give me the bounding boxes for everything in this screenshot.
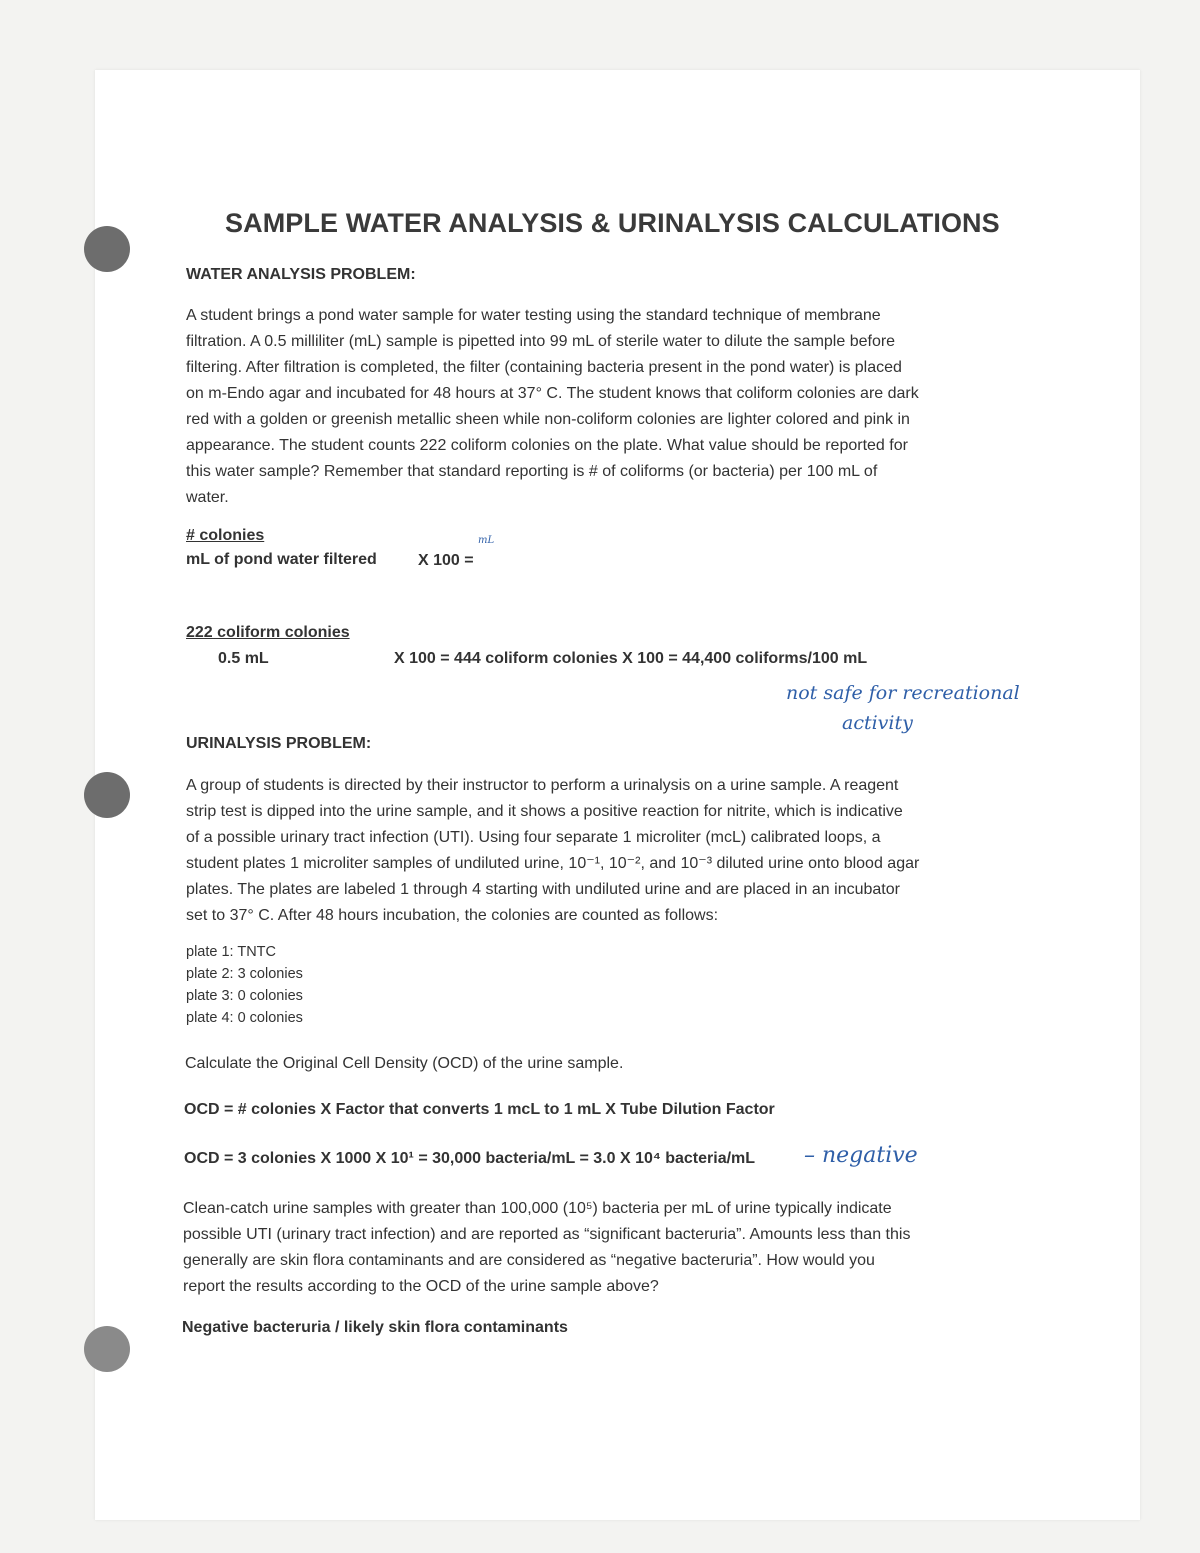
calc-numerator: 222 coliform colonies xyxy=(186,624,350,641)
water-paragraph xyxy=(186,303,1016,511)
water-line: filtering. After filtration is completed, the filter (containing bacteria present in the pond water) is placed xyxy=(186,359,902,376)
closing-line: Clean-catch urine samples with greater than 100,000 (10⁵) bacteria per mL of urine typically indicate xyxy=(183,1200,892,1217)
urine-line: plates. The plates are labeled 1 through 4 starting with undiluted urine and are placed in an incubator xyxy=(186,881,900,898)
water-line: red with a golden or greenish metallic sheen while non-coliform colonies are lighter colored and pink in xyxy=(186,411,910,428)
plate-count-item: plate 1: TNTC xyxy=(186,944,276,960)
plate-count-item: plate 2: 3 colonies xyxy=(186,966,303,982)
urine-line: student plates 1 microliter samples of undiluted urine, 10⁻¹, 10⁻², and 10⁻³ diluted urine onto blood agar xyxy=(186,855,920,872)
urine-line: A group of students is directed by their instructor to perform a urinalysis on a urine sample. A reagent xyxy=(186,777,899,794)
urine-heading: URINALYSIS PROBLEM: xyxy=(186,735,372,752)
plate-count-item: plate 4: 0 colonies xyxy=(186,1010,303,1026)
urine-line: strip test is dipped into the urine sample, and it shows a positive reaction for nitrite, which is indicative xyxy=(186,803,903,820)
closing-line: generally are skin flora contaminants and are considered as “negative bacteruria”. How would you xyxy=(183,1252,875,1269)
binder-hole-bottom xyxy=(84,1326,130,1372)
binder-hole-middle xyxy=(84,772,130,818)
handwritten-ml-note: mL xyxy=(478,535,495,546)
formula-numerator: # colonies xyxy=(186,527,265,544)
ocd-formula: OCD = # colonies X Factor that converts 1 mcL to 1 mL X Tube Dilution Factor xyxy=(184,1101,775,1118)
water-line: this water sample? Remember that standard reporting is # of coliforms (or bacteria) per 100 mL of xyxy=(186,463,878,480)
handwritten-negative-note: – negative xyxy=(804,1143,918,1168)
water-line: on m-Endo agar and incubated for 48 hours at 37° C. The student knows that coliform colonies are dark xyxy=(186,385,919,402)
closing-line: report the results according to the OCD of the urine sample above? xyxy=(183,1278,659,1295)
water-line: filtration. A 0.5 milliliter (mL) sample is pipetted into 99 mL of sterile water to dilute the sample before xyxy=(186,333,896,350)
document-title: SAMPLE WATER ANALYSIS & URINALYSIS CALCULATIONS xyxy=(225,208,1000,238)
water-line: A student brings a pond water sample for water testing using the standard technique of membrane xyxy=(186,307,881,324)
urine-line: of a possible urinary tract infection (UTI). Using four separate 1 microliter (mcL) calibrated loops, a xyxy=(186,829,881,846)
closing-line: possible UTI (urinary tract infection) and are reported as “significant bacteruria”. Amounts less than this xyxy=(183,1226,911,1243)
ocd-calculation: OCD = 3 colonies X 1000 X 10¹ = 30,000 bacteria/mL = 3.0 X 10⁴ bacteria/mL xyxy=(184,1150,756,1167)
formula-denominator: mL of pond water filtered xyxy=(186,551,377,568)
binder-hole-top xyxy=(84,226,130,272)
water-line: appearance. The student counts 222 coliform colonies on the plate. What value should be reported for xyxy=(186,437,908,454)
urine-line: set to 37° C. After 48 hours incubation, the colonies are counted as follows: xyxy=(186,907,719,924)
urine-paragraph xyxy=(186,773,1016,929)
handwritten-note-line2: activity xyxy=(842,712,913,734)
plate-counts xyxy=(186,941,303,1029)
calc-result: X 100 = 444 coliform colonies X 100 = 44,400 coliforms/100 mL xyxy=(394,650,868,667)
calc-denominator: 0.5 mL xyxy=(218,650,269,667)
formula-multiplier: X 100 = xyxy=(418,552,474,569)
handwritten-note-line1: not safe for recreational xyxy=(786,682,1020,704)
plate-count-item: plate 3: 0 colonies xyxy=(186,988,303,1004)
water-line: water. xyxy=(186,489,229,506)
ocd-question: Calculate the Original Cell Density (OCD) of the urine sample. xyxy=(185,1055,624,1072)
closing-paragraph xyxy=(183,1196,1043,1300)
water-heading: WATER ANALYSIS PROBLEM: xyxy=(186,266,416,283)
final-answer: Negative bacteruria / likely skin flora contaminants xyxy=(182,1319,568,1336)
